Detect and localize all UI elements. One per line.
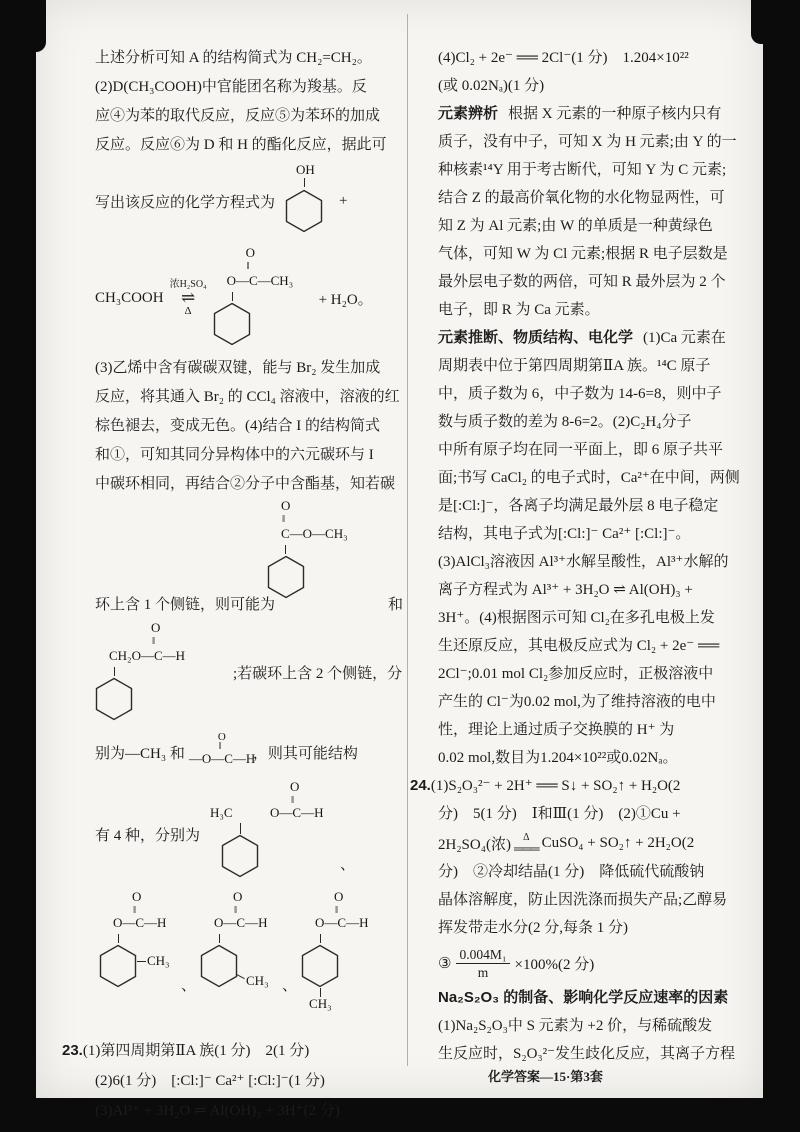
text-line: 棕色褪去，变成无色。(4)结合 I 的结构简式 [95, 418, 380, 434]
methyl-label: CH₃ [309, 996, 332, 1011]
scan-corner-shadow [751, 0, 763, 44]
ester-chain-label: O—C—H [113, 915, 167, 930]
double-line-arrow-icon: ═══ [513, 840, 539, 856]
list-separator: 、 [181, 978, 197, 994]
list-separator: 、 [340, 857, 356, 873]
text-segment: ×100%(2 分) [514, 956, 595, 973]
product-formula: + H₂O。 [318, 291, 373, 308]
text-line: 0.02 mol,数目为1.204×10²²或0.02Nₐ。 [438, 750, 678, 766]
question-number: 24. [410, 777, 431, 794]
text-line: 质子，没有中子，可知 X 为 H 元素;由 Y 的一 [438, 134, 737, 150]
text-line: 离子方程式为 Al³⁺ + 3H₂O ⇌ Al(OH)₃ + [438, 582, 693, 598]
text-line: 分) ②冷却结晶(1 分) 降低硫代硫酸钠 [438, 864, 705, 880]
text-line: 电子，即 R 为 Ca 元素。 [438, 302, 600, 318]
equilibrium-arrow [170, 279, 207, 317]
left-column [62, 44, 403, 1126]
methylcyclohexyl-formate-structure [210, 780, 340, 888]
cyclohexane-ring-icon [267, 555, 305, 599]
plus-sign: + [339, 192, 348, 209]
text-line: (4)Cl₂ + 2e⁻ ══ 2Cl⁻(1 分) 1.204×10²² [438, 50, 689, 66]
reactant-formula: CH₃COOH [95, 289, 164, 306]
double-bond-icon: ‖ [234, 904, 238, 916]
text-line: 周期表中位于第四周期第ⅡA 族。¹⁴C 原子 [438, 358, 711, 374]
ester-chain-label: O—C—H [270, 805, 324, 820]
ester-chain-label: CH₂O—C—H [109, 648, 186, 663]
cyclohexanol-structure [283, 163, 329, 239]
text-line: 中碳环相同，再结合②分子中含酯基，知若碳 [95, 476, 396, 492]
structure-row [95, 618, 403, 726]
text-segment: 别为—CH₃ 和 [95, 745, 185, 762]
bond-line [320, 934, 321, 943]
bond-line [118, 934, 119, 943]
text-line: 分) 5(1 分) Ⅰ和Ⅲ(1 分) (2)①Cu + [438, 806, 681, 822]
carbonyl-oxygen-label: O [233, 889, 243, 904]
equation-row [95, 242, 403, 354]
bond-line [232, 292, 233, 301]
text-segment: ;若碳环上含 2 个侧链，分 [233, 665, 403, 682]
bond-line [304, 178, 305, 187]
double-bond-icon: ‖ [282, 513, 286, 525]
text-line: 最外层电子数的两倍，可知 R 最外层为 2 个 [438, 274, 726, 290]
text-line: 产生的 Cl⁻为0.02 mol,为了维持溶液的电中 [438, 694, 716, 710]
methyl-label: CH₃ [246, 973, 269, 988]
text-line: 反应，将其通入 Br₂ 的 CCl₄ 溶液中，溶液的红 [95, 389, 400, 405]
text-segment: 和 [387, 596, 403, 613]
hydroxyl-label: OH [296, 162, 315, 177]
product-formula: CuSO₄ + SO₂↑ + 2H₂O(2 [541, 834, 695, 851]
equation-row [95, 160, 403, 242]
formyloxy-group-structure [188, 730, 256, 774]
section-line [438, 324, 756, 352]
ester-chain-label: O—C—H [214, 915, 268, 930]
text-line: 数与质子数的差为 8-6=2。(2)C₂H₄分子 [438, 414, 692, 430]
equation-prefix: 写出该反应的化学方程式为 [95, 194, 276, 211]
ester-chain-label: C—O—CH₃ [281, 526, 348, 541]
fraction-denominator: m [477, 964, 489, 980]
answer-line-23-1 [62, 1036, 403, 1066]
double-bond-icon: ‖ [246, 260, 250, 272]
list-separator: 、 [282, 978, 298, 994]
question-number: 23. [62, 1042, 83, 1059]
text-segment: (1)Ca 元素在 [643, 330, 726, 346]
text-line: 应④为苯的取代反应，反应⑤为苯环的加成 [95, 108, 381, 124]
double-bond-icon: ‖ [133, 904, 137, 916]
methyl-cyclohexanecarboxylate-structure [267, 499, 367, 599]
cyclohexane-ring-icon [221, 834, 259, 878]
reactant-formula: 2H₂SO₄(浓) [438, 836, 511, 853]
text-line: 结合 Z 的最高价氧化物的水化物显两性，可 [438, 190, 725, 206]
cyclohexyl-acetate-structure [213, 246, 313, 350]
answer-line-23-2: (2)6(1 分) [:Cl:]⁻ Ca²⁺ [:Cl:]⁻(1 分) [95, 1073, 325, 1089]
text-line: (或 0.02Nₐ)(1 分) [438, 78, 545, 94]
text-line: 3H⁺。(4)根据图示可知 Cl₂在多孔电极上发 [438, 610, 715, 626]
text-line: (2)D(CH₃COOH)中官能团名称为羧基。反 [95, 79, 367, 95]
cyclohexane-ring-icon [200, 944, 238, 988]
text-line: 晶体溶解度，防止因洗涤而损失产品;乙醇易 [438, 892, 728, 908]
text-line: 知 Z 为 Al 元素;由 W 的单质是一种黄绿色 [438, 218, 713, 234]
ester-chain-label: O—C—CH₃ [226, 273, 294, 288]
double-bond-icon: ‖ [335, 904, 339, 916]
double-bond-icon: ‖ [218, 741, 222, 752]
text-segment: 环上含 1 个侧链，则可能为 [95, 596, 276, 613]
carbonyl-oxygen-label: O [132, 889, 142, 904]
methyl-label: CH₃ [147, 953, 170, 968]
column-divider [407, 14, 408, 1066]
text-line: 中，质子数为 6，中子数为 14-6=8，则中子 [438, 386, 722, 402]
text-line: 和①，可知其同分异构体中的六元碳环与 I [95, 447, 374, 463]
text-segment: 根据 X 元素的一种原子核内只有 [508, 106, 722, 122]
fraction-numerator: 0.004M₁ [456, 946, 509, 964]
structure-row [95, 778, 403, 890]
carbonyl-oxygen-label: O [217, 731, 226, 743]
cyclohexane-ring-icon [99, 944, 137, 988]
text-line: (3)乙烯中含有碳碳双键，能与 Br₂ 发生加成 [95, 360, 381, 376]
methylcyclohexyl-formate-isomer-2 [196, 890, 282, 1006]
bond-line [240, 823, 241, 834]
condition-top-label: Δ [523, 831, 530, 843]
carbonyl-oxygen-label: O [281, 498, 291, 513]
condition-bottom-label: Δ [184, 305, 192, 317]
carbonyl-oxygen-label: O [151, 620, 161, 635]
scan-corner-shadow [36, 0, 46, 52]
text-line: (1)Na₂S₂O₃中 S 元素为 +2 价，与稀硫酸发 [438, 1018, 713, 1034]
text-line: 2Cl⁻;0.01 mol Cl₂参加反应时，正极溶液中 [438, 666, 714, 682]
condition-top-label: 浓H₂SO₄ [169, 279, 207, 290]
methylcyclohexyl-formate-isomer-3 [297, 890, 383, 1018]
answer-line-23-3: (3)Al³⁺ + 3H₂O ⇌ Al(OH)₃ + 3H⁺(2 分) [95, 1103, 340, 1119]
section-heading: 元素推断、物质结构、电化学 [438, 329, 634, 346]
ester-chain-label: —O—C—H [188, 751, 256, 766]
cyclohexane-ring-icon [285, 189, 323, 233]
bond-line [114, 667, 115, 676]
right-column [410, 44, 756, 1068]
equilibrium-arrow-icon: ⇌ [180, 288, 196, 307]
text-line: 面;书写 CaCl₂ 的电子式时，Ca²⁺在中间，两侧 [438, 470, 740, 486]
text-line: 中所有原子均在同一平面上，即 6 原子共平 [438, 442, 724, 458]
text-line: 反应。反应⑥为 D 和 H 的酯化反应，据此可 [95, 137, 387, 153]
answer-line-24 [410, 772, 756, 800]
text-line [95, 726, 403, 778]
methyl-label: H₃C [210, 805, 233, 820]
item-number: ③ [438, 955, 452, 972]
text-line: 挥发带走水分(2 分,每条 1 分) [438, 920, 628, 936]
reaction-arrow [514, 832, 539, 855]
text-line: 生反应时，S₂O₃²⁻发生歧化反应，其离子方程 [438, 1046, 736, 1062]
scanned-answer-page [36, 0, 763, 1119]
text-segment: ，则其可能结构 [252, 745, 358, 762]
text-line: 种核素¹⁴Y 用于考古断代，可知 Y 为 C 元素; [438, 162, 727, 178]
section-line [438, 100, 756, 128]
section-heading: Na₂S₂O₃ 的制备、影响化学反应速率的因素 [438, 989, 729, 1006]
cyclohexane-ring-icon [213, 302, 251, 346]
bond-line [285, 545, 286, 554]
carbonyl-oxygen-label: O [290, 779, 300, 794]
text-line: 上述分析可知 A 的结构简式为 CH₂=CH₂。 [95, 50, 372, 66]
methylcyclohexyl-formate-isomer-1 [95, 890, 181, 1006]
double-bond-icon: ‖ [152, 635, 156, 647]
structure-row [95, 890, 403, 1036]
cyclohexane-ring-icon [301, 944, 339, 988]
text-line: 性，理论上通过质子交换膜的 H⁺ 为 [438, 722, 675, 738]
formula-line [438, 942, 756, 984]
carbonyl-oxygen-label: O [245, 245, 255, 260]
bond-line [137, 961, 146, 962]
cyclohexylmethyl-formate-structure [95, 621, 207, 723]
text-line: 是[:Cl:]⁻，各离子均满足最外层 8 电子稳定 [438, 498, 719, 514]
answer-text: (1)S₂O₃²⁻ + 2H⁺ ══ S↓ + SO₂↑ + H₂O(2 [430, 778, 681, 794]
answer-text: (1)第四周期第ⅡA 族(1 分) 2(1 分) [82, 1043, 310, 1059]
text-segment: 有 4 种，分别为 [95, 827, 201, 844]
text-line: 结构，其电子式为[:Cl:]⁻ Ca²⁺ [:Cl:]⁻。 [438, 526, 691, 542]
fraction [456, 946, 509, 981]
page-footer: 化学答案—15·第3套 [488, 1069, 603, 1084]
bond-line [219, 934, 220, 943]
text-line: (3)AlCl₃溶液因 Al³⁺水解呈酸性，Al³⁺水解的 [438, 554, 729, 570]
equation-line [438, 828, 756, 858]
double-bond-icon: ‖ [291, 794, 295, 806]
ester-chain-label: O—C—H [315, 915, 369, 930]
text-line: 气体，可知 W 为 Cl 元素;根据 R 电子层数是 [438, 246, 728, 262]
section-heading: 元素辨析 [438, 105, 499, 122]
text-line: 生还原反应，其电极反应式为 Cl₂ + 2e⁻ ══ [438, 638, 720, 654]
carbonyl-oxygen-label: O [334, 889, 344, 904]
cyclohexane-ring-icon [95, 677, 133, 721]
